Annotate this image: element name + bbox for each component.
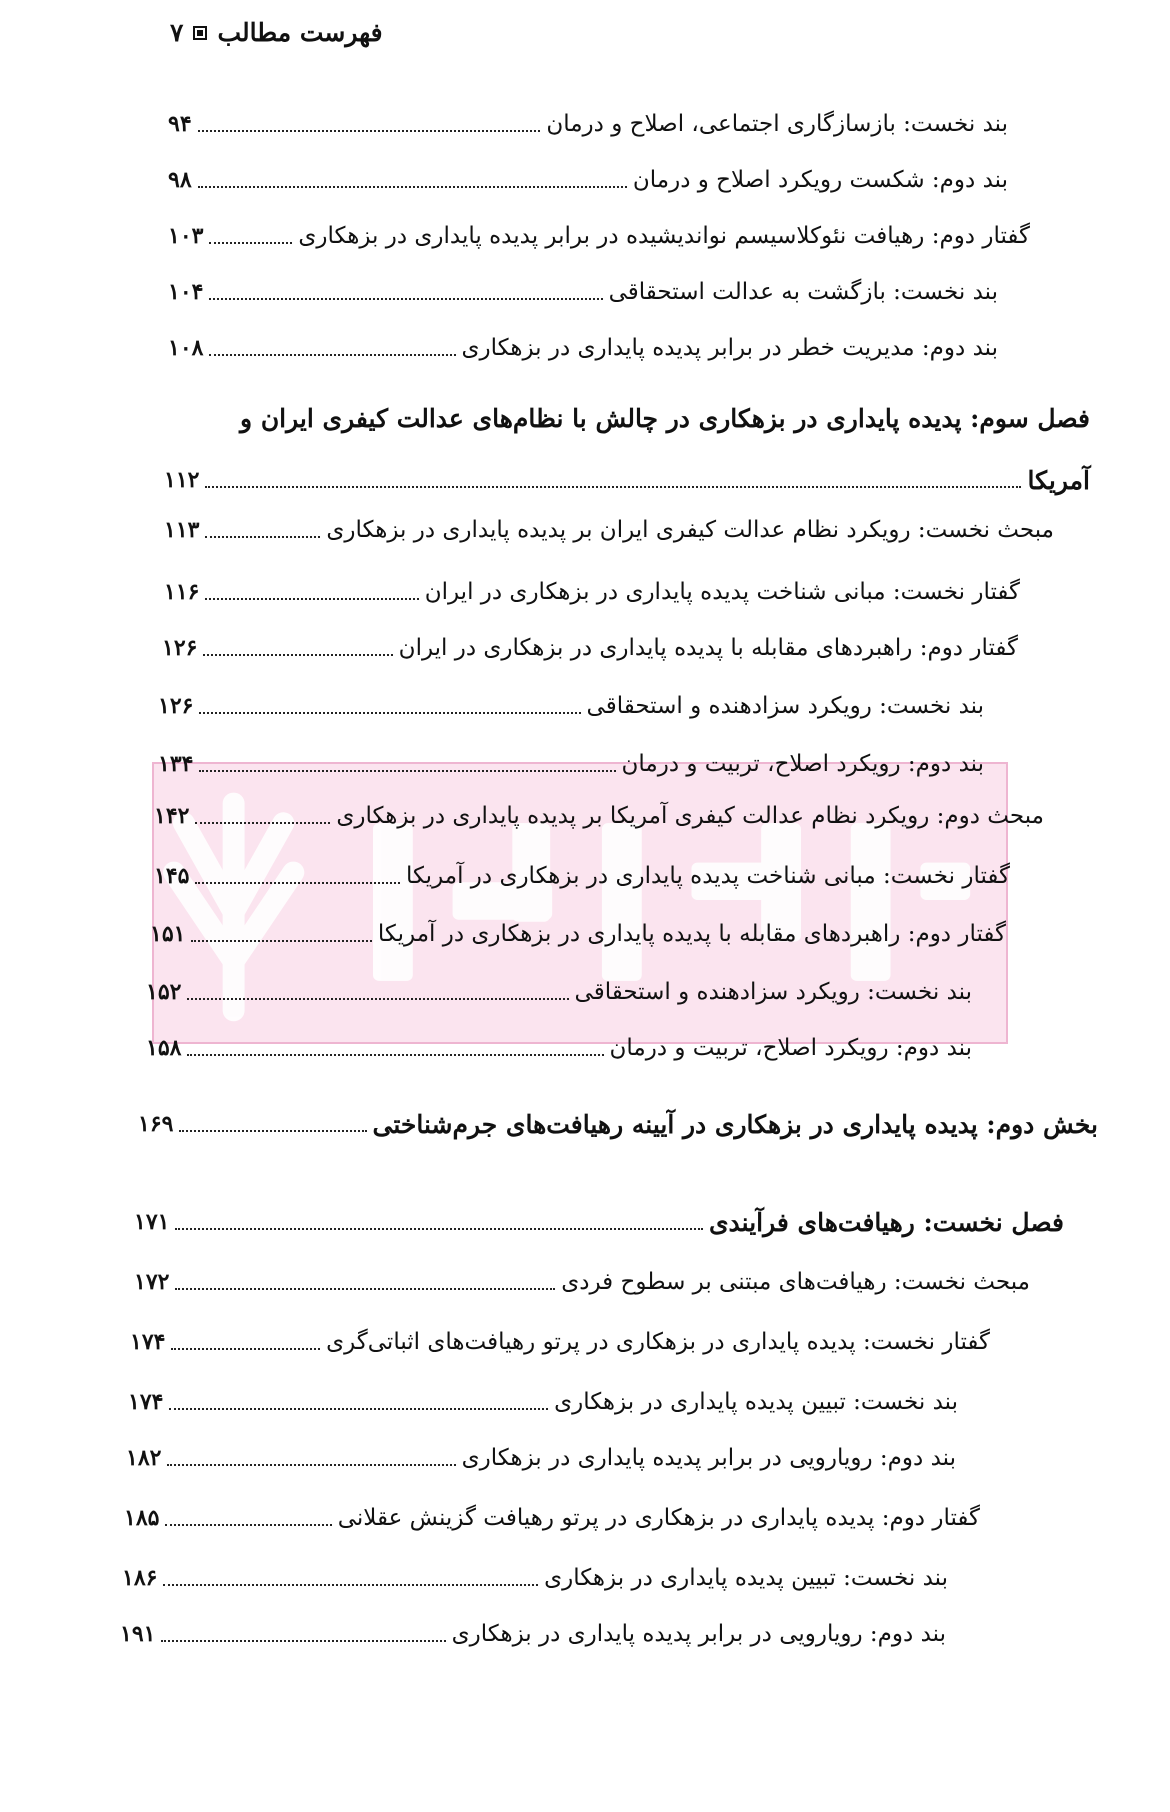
toc-entry-page: ۱۵۸ (146, 1035, 182, 1061)
toc-entry-page: ۱۸۵ (124, 1505, 160, 1531)
dot-leader (209, 298, 602, 300)
toc-entry-title: بند نخست: بازگشت به عدالت استحقاقی (608, 279, 998, 305)
square-bullet-icon (193, 26, 207, 40)
dot-leader (209, 242, 292, 244)
dot-leader (198, 130, 541, 132)
toc-entry-title: گفتار نخست: پدیده پایداری در بزهکاری در پرتو رهیافت‌های اثباتی‌گری (326, 1329, 990, 1355)
toc-entry-page: ۱۰۸ (168, 335, 204, 361)
dot-leader (167, 1464, 455, 1466)
toc-entry (128, 1382, 958, 1422)
toc-entry-title: گفتار دوم: پدیده پایداری در بزهکاری در پرتو رهیافت گزینش عقلانی (337, 1505, 980, 1531)
toc-entry-title: گفتار دوم: راهبردهای مقابله با پدیده پایداری در بزهکاری در آمریکا (377, 921, 1006, 947)
dot-leader (203, 654, 392, 656)
toc-entry-title: بند نخست: رویکرد سزادهنده و استحقاقی (586, 693, 984, 719)
toc-entry-title: بند نخست: رویکرد سزادهنده و استحقاقی (574, 979, 972, 1005)
toc-entry-title: فصل نخست: رهیافت‌های فرآیندی (708, 1207, 1064, 1237)
toc-entry-page: ۱۹۱ (120, 1621, 156, 1647)
toc-entry-title: گفتار نخست: مبانی شناخت پدیده پایداری در بزهکاری در آمریکا (405, 863, 1010, 889)
dot-leader (171, 1348, 320, 1350)
toc-entry-page: ۱۸۲ (126, 1445, 162, 1471)
dot-leader (175, 1228, 703, 1230)
dot-leader (179, 1130, 366, 1132)
toc-entry-page: ۱۶۹ (138, 1111, 174, 1137)
toc-entry-page: ۱۷۱ (134, 1209, 170, 1235)
dot-leader (161, 1640, 445, 1642)
toc-entry (164, 510, 1054, 550)
dot-leader (195, 882, 400, 884)
toc-entry-page: ۹۴ (168, 111, 192, 137)
toc-entry-title: بند دوم: رویارویی در برابر پدیده پایداری در بزهکاری (461, 1445, 956, 1471)
dot-leader (187, 998, 568, 1000)
toc-entry-title: آمریکا (1027, 465, 1090, 495)
toc-entry-page: ۱۵۱ (150, 921, 186, 947)
toc-entry (168, 160, 1008, 200)
toc-entry-title: بند دوم: رویکرد اصلاح، تربیت و درمان (609, 1035, 972, 1061)
dot-leader (187, 1054, 603, 1056)
toc-entry-title: بند دوم: مدیریت خطر در برابر پدیده پایداری در بزهکاری (461, 335, 998, 361)
toc-entry (150, 914, 1006, 954)
toc-entry-page: ۱۲۶ (158, 693, 194, 719)
dot-leader (195, 822, 330, 824)
toc-entry (146, 972, 972, 1012)
toc-entry-title: مبحث نخست: رویکرد نظام عدالت کیفری ایران بر پدیده پایداری در بزهکاری (326, 517, 1054, 543)
toc-entry (130, 1322, 990, 1362)
dot-leader (165, 1524, 331, 1526)
toc-entry-title: بند نخست: تبیین پدیده پایداری در بزهکاری (554, 1389, 958, 1415)
toc-entry-page: ۱۸۶ (122, 1565, 158, 1591)
running-header (170, 18, 383, 47)
toc-entry-page: ۱۱۶ (164, 579, 200, 605)
toc-entry-title: گفتار نخست: مبانی شناخت پدیده پایداری در بزهکاری در ایران (424, 579, 1020, 605)
dot-leader (199, 770, 615, 772)
toc-entry (154, 796, 1044, 836)
toc-entry-title: بند نخست: بازسازگاری اجتماعی، اصلاح و درمان (546, 111, 1008, 137)
toc-entry (146, 1028, 972, 1068)
toc-entry-title: بند دوم: رویکرد اصلاح، تربیت و درمان (621, 751, 984, 777)
dot-leader (191, 940, 371, 942)
dot-leader (175, 1288, 555, 1290)
toc-entry (164, 460, 1090, 500)
toc-entry (164, 572, 1020, 612)
toc-entry-page: ۱۴۲ (154, 803, 190, 829)
dot-leader (205, 536, 320, 538)
toc-entry-page: ۱۷۲ (134, 1269, 170, 1295)
chapter-heading-line1: فصل سوم: پدیده پایداری در بزهکاری در چالش با نظام‌های عدالت کیفری ایران و (240, 404, 1090, 433)
toc-entry-page: ۱۰۴ (168, 279, 204, 305)
toc-entry (158, 686, 984, 726)
dot-leader (205, 486, 1021, 488)
toc-entry-page: ۱۴۵ (154, 863, 190, 889)
dot-leader (209, 354, 455, 356)
toc-entry-page: ۱۷۴ (128, 1389, 164, 1415)
toc-entry (168, 216, 1030, 256)
toc-entry-title: بند نخست: تبیین پدیده پایداری در بزهکاری (544, 1565, 948, 1591)
toc-entry-page: ۱۱۳ (164, 517, 200, 543)
toc-entry-page: ۱۰۳ (168, 223, 204, 249)
toc-entry (162, 628, 1018, 668)
toc-entry-title: بند دوم: شکست رویکرد اصلاح و درمان (632, 167, 1008, 193)
toc-entry-page: ۱۱۲ (164, 467, 200, 493)
toc-entry-title: گفتار دوم: راهبردهای مقابله با پدیده پایداری در بزهکاری در ایران (398, 635, 1018, 661)
toc-entry-page: ۹۸ (168, 167, 192, 193)
toc-entry (138, 1104, 1098, 1144)
toc-entry-page: ۱۳۴ (158, 751, 194, 777)
header-title: فهرست مطالب (217, 18, 383, 47)
toc-entry (134, 1202, 1064, 1242)
header-page-number: ۷ (170, 18, 184, 47)
toc-entry-title: گفتار دوم: رهیافت نئوکلاسیسم نواندیشیده در برابر پدیده پایداری در بزهکاری (298, 223, 1030, 249)
toc-entry-page: ۱۷۴ (130, 1329, 166, 1355)
toc-entry (120, 1614, 946, 1654)
dot-leader (199, 712, 580, 714)
dot-leader (163, 1584, 538, 1586)
toc-entry (168, 272, 998, 312)
toc-entry-page: ۱۲۶ (162, 635, 198, 661)
toc-entry (124, 1498, 980, 1538)
toc-entry (158, 744, 984, 784)
toc-entry-page: ۱۵۲ (146, 979, 182, 1005)
toc-entry (168, 328, 998, 368)
dot-leader (198, 186, 627, 188)
dot-leader (169, 1408, 548, 1410)
toc-entry-title: بند دوم: رویارویی در برابر پدیده پایداری در بزهکاری (451, 1621, 946, 1647)
toc-entry-title: مبحث دوم: رویکرد نظام عدالت کیفری آمریکا بر پدیده پایداری در بزهکاری (336, 803, 1044, 829)
toc-entry-title: مبحث نخست: رهیافت‌های مبتنی بر سطوح فردی (561, 1269, 1030, 1295)
toc-entry (126, 1438, 956, 1478)
toc-entry-title: بخش دوم: پدیده پایداری در بزهکاری در آیینه رهیافت‌های جرم‌شناختی (372, 1109, 1098, 1139)
toc-entry (154, 856, 1010, 896)
toc-entry (122, 1558, 948, 1598)
toc-entry (134, 1262, 1030, 1302)
toc-entry (168, 104, 1008, 144)
dot-leader (205, 598, 418, 600)
